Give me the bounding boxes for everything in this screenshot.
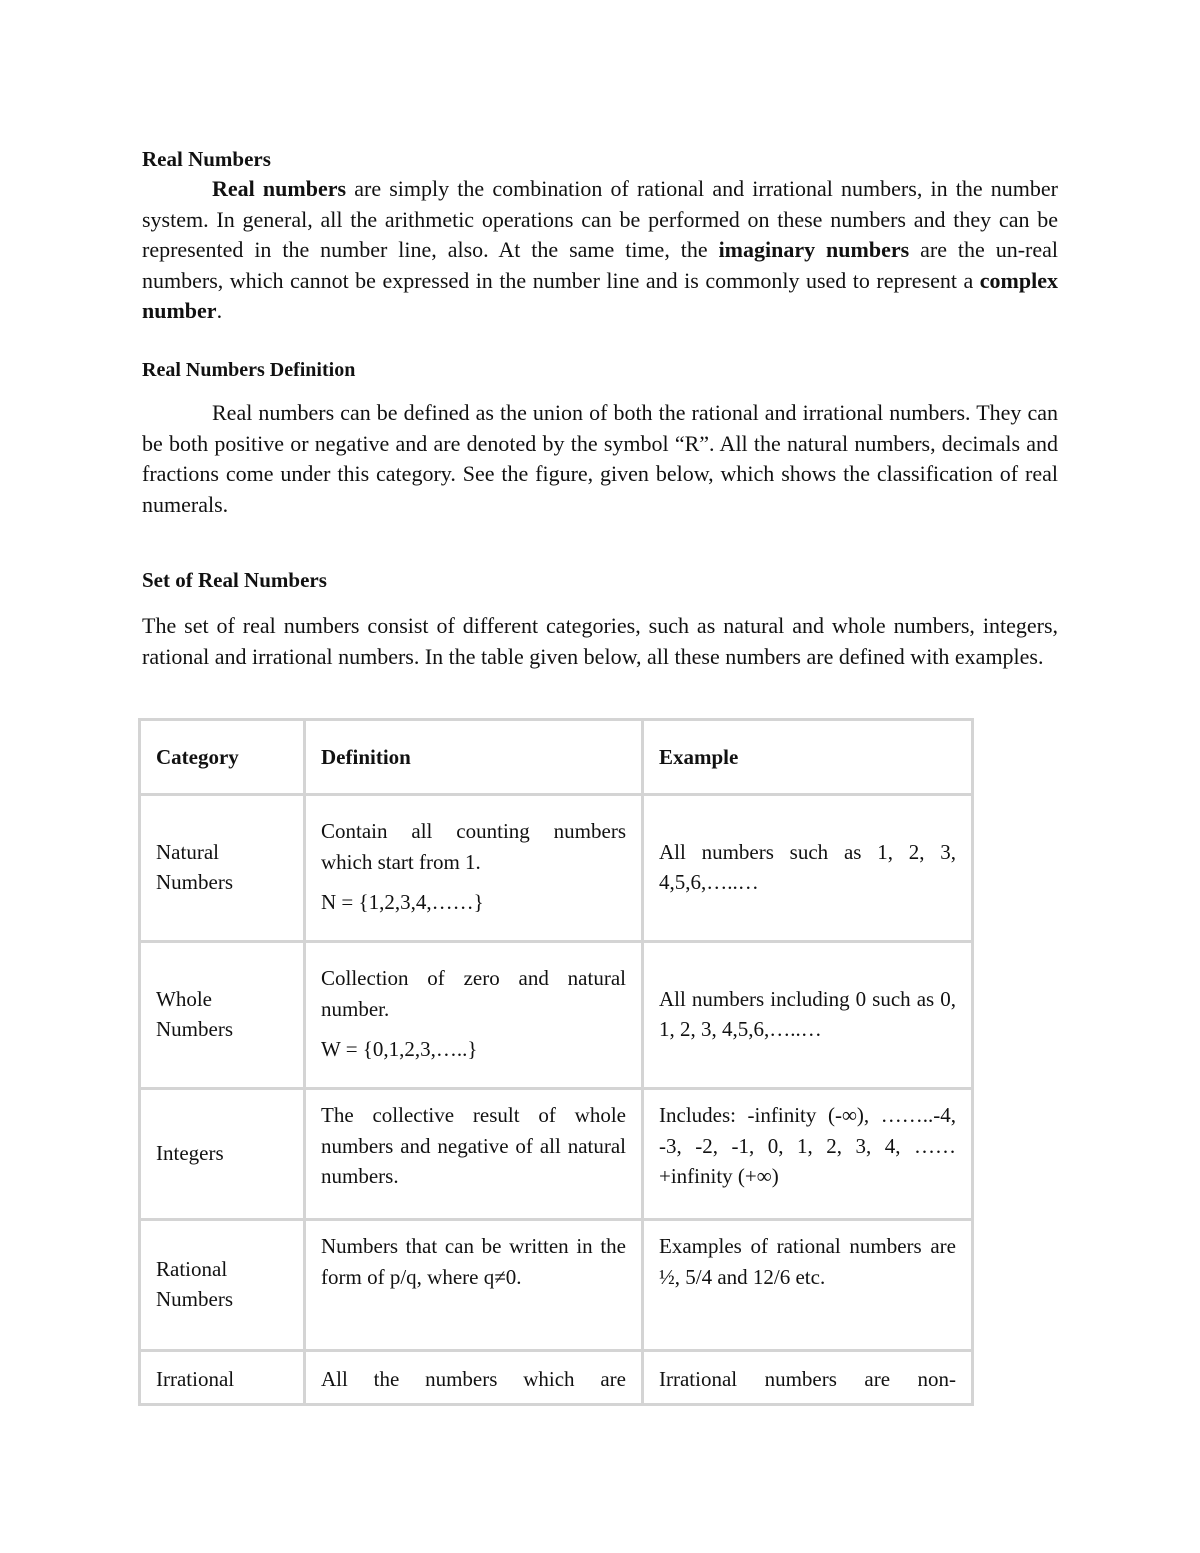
cell-example: Irrational numbers are non- <box>644 1352 974 1406</box>
real-numbers-table <box>138 718 974 1406</box>
paragraph-definition: Real numbers can be defined as the union of both the rational and irrational numbers. They can be both positive or negative and are denoted by the symbol “R”. All the natural numbers, decimals and fractions come under this category. See the figure, given below, which shows the classification of real numerals. <box>142 400 1058 517</box>
table-row <box>141 796 974 943</box>
set-notation: N = {1,2,3,4,……} <box>321 890 484 915</box>
cell-example: All numbers including 0 such as 0, 1, 2, 3, 4,5,6,…..… <box>644 943 974 1090</box>
cell-definition: The collective result of whole numbers and negative of all natural numbers. <box>306 1090 644 1221</box>
cell-example: Examples of rational numbers are ½, 5/4 and 12/6 etc. <box>644 1221 974 1352</box>
cell-category: Whole Numbers <box>141 943 306 1090</box>
cell-example: Includes: -infinity (-∞), ……..-4, -3, -2, -1, 0, 1, 2, 3, 4, ……+infinity (+∞) <box>644 1090 974 1221</box>
cell-definition <box>306 943 644 1090</box>
cell-category: Irrational <box>141 1352 306 1406</box>
bold-complex-number: complex number <box>142 267 1058 323</box>
table-row <box>141 1221 974 1352</box>
cell-category: Integers <box>141 1090 306 1221</box>
definition-text: Contain all counting numbers which start from 1. <box>321 819 626 874</box>
section-definition <box>142 355 1058 520</box>
paragraph-real-numbers <box>142 174 1058 327</box>
section-set-of-real-numbers <box>142 565 1058 672</box>
heading-set-of-real-numbers: Set of Real Numbers <box>142 568 327 592</box>
text-span: are simply the combination of rational and irrational numbers, in the number system. In general, all the arithmetic operations can be performed on these numbers and they can be represented in the number line, also. At the same time, the <box>142 176 1059 262</box>
heading-real-numbers: Real Numbers <box>142 147 271 171</box>
table-header-row <box>141 721 974 796</box>
table-row <box>141 1090 974 1221</box>
text-span: . <box>216 298 223 323</box>
bold-imaginary-numbers: imaginary numbers <box>718 237 910 262</box>
header-definition: Definition <box>306 721 644 796</box>
table-row <box>141 943 974 1090</box>
header-category: Category <box>141 721 306 796</box>
section-real-numbers <box>142 144 1058 327</box>
cell-category: Natural Numbers <box>141 796 306 943</box>
cell-definition: All the numbers which are <box>306 1352 644 1406</box>
definition-text: Collection of zero and natural number. <box>321 966 626 1021</box>
set-notation: W = {0,1,2,3,…..} <box>321 1037 478 1062</box>
cell-example: All numbers such as 1, 2, 3, 4,5,6,…..… <box>644 796 974 943</box>
header-example: Example <box>644 721 974 796</box>
text-span: are the un-real numbers, which cannot be expressed in the number line and is commonly used to represent a <box>142 237 1058 293</box>
bold-real-numbers: Real numbers <box>212 176 347 201</box>
cell-definition <box>306 796 644 943</box>
heading-real-numbers-definition: Real Numbers Definition <box>142 359 356 381</box>
cell-definition: Numbers that can be written in the form of p/q, where q≠0. <box>306 1221 644 1352</box>
paragraph-set: The set of real numbers consist of different categories, such as natural and whole numbers, integers, rational and irrational numbers. In the table given below, all these numbers are defined with examples. <box>142 613 1058 669</box>
table-row <box>141 1352 974 1406</box>
cell-category: Rational Numbers <box>141 1221 306 1352</box>
